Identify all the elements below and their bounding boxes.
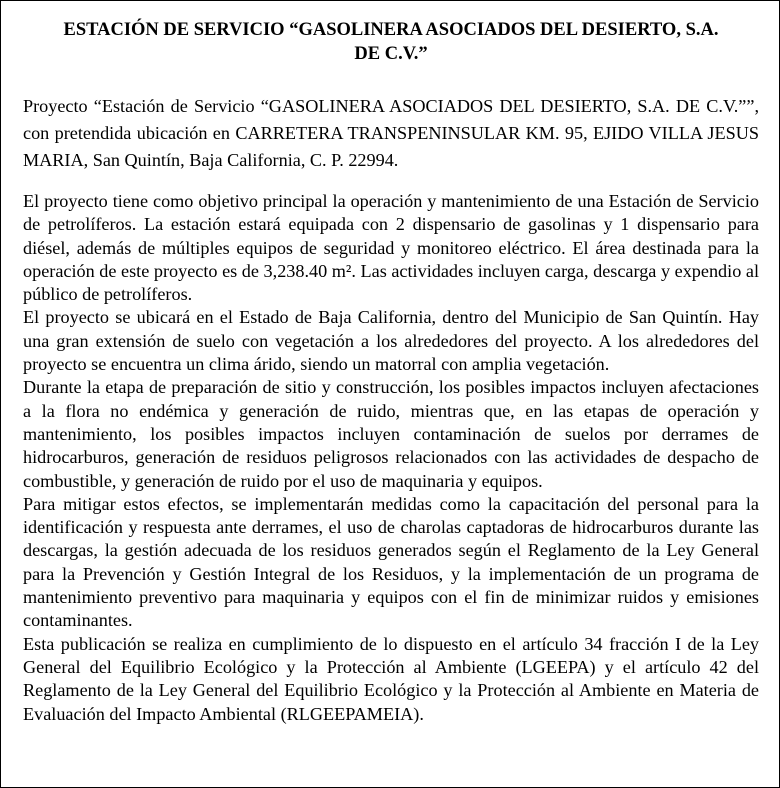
objective-paragraph: El proyecto tiene como objetivo principal la operación y mantenimiento de una Estación de Servicio de petrolíferos. La estación estará equipada con 2 dispensario de gasolinas y 1 dispensario para diésel, además de múltiples equipos de seguridad y monitoreo eléctrico. El área destinada para la operación de este proyecto es de 3,238.40 m². Las actividades incluyen carga, descarga y expendio al público de petrolíferos. <box>23 191 759 305</box>
notice-content <box>23 19 759 726</box>
impacts-paragraph: Durante la etapa de preparación de sitio y construcción, los posibles impactos incluyen afectaciones a la flora no endémica y generación de ruido, mientras que, en las etapas de operación y mantenimiento, los posibles impactos incluyen contaminación de suelos por derrames de hidrocarburos, generación de residuos peligrosos relacionados con las actividades de despacho de combustible, y generación de ruido por el uso de maquinaria y equipos. <box>23 377 759 491</box>
notice-title: ESTACIÓN DE SERVICIO “GASOLINERA ASOCIADOS DEL DESIERTO, S.A. DE C.V.” <box>63 20 719 64</box>
project-paragraph: Proyecto “Estación de Servicio “GASOLINERA ASOCIADOS DEL DESIERTO, S.A. DE C.V.””, con pretendida ubicación en CARRETERA TRANSPENINSULAR KM. 95, EJIDO VILLA JESUS MARIA, San Quintín, Baja California, C. P. 22994. <box>23 96 759 170</box>
mitigation-paragraph: Para mitigar estos efectos, se implementarán medidas como la capacitación del personal para la identificación y respuesta ante derrames, el uso de charolas captadoras de hidrocarburos durante las descargas, la gestión adecuada de los residuos generados según el Reglamento de la Ley General para la Prevención y Gestión Integral de los Residuos, y la implementación de un programa de mantenimiento preventivo para maquinaria y equipos con el fin de minimizar ruidos y emisiones contaminantes. <box>23 493 759 631</box>
notice-body <box>23 190 759 726</box>
location-paragraph: El proyecto se ubicará en el Estado de Baja California, dentro del Municipio de San Quintín. Hay una gran extensión de suelo con vegetación a los alrededores del proyecto. A los alrededores del proyecto se encuentra un clima árido, siendo un matorral con amplia vegetación. <box>23 307 759 375</box>
legal-basis-paragraph: Esta publicación se realiza en cumplimiento de lo dispuesto en el artículo 34 fracción I de la Ley General del Equilibrio Ecológico y la Protección al Ambiente (LGEEPA) y el artículo 42 del Reglamento de la Ley General del Equilibrio Ecológico y la Protección al Ambiente en Materia de Evaluación del Impacto Ambiental (RLGEEPAMEIA). <box>23 633 759 724</box>
